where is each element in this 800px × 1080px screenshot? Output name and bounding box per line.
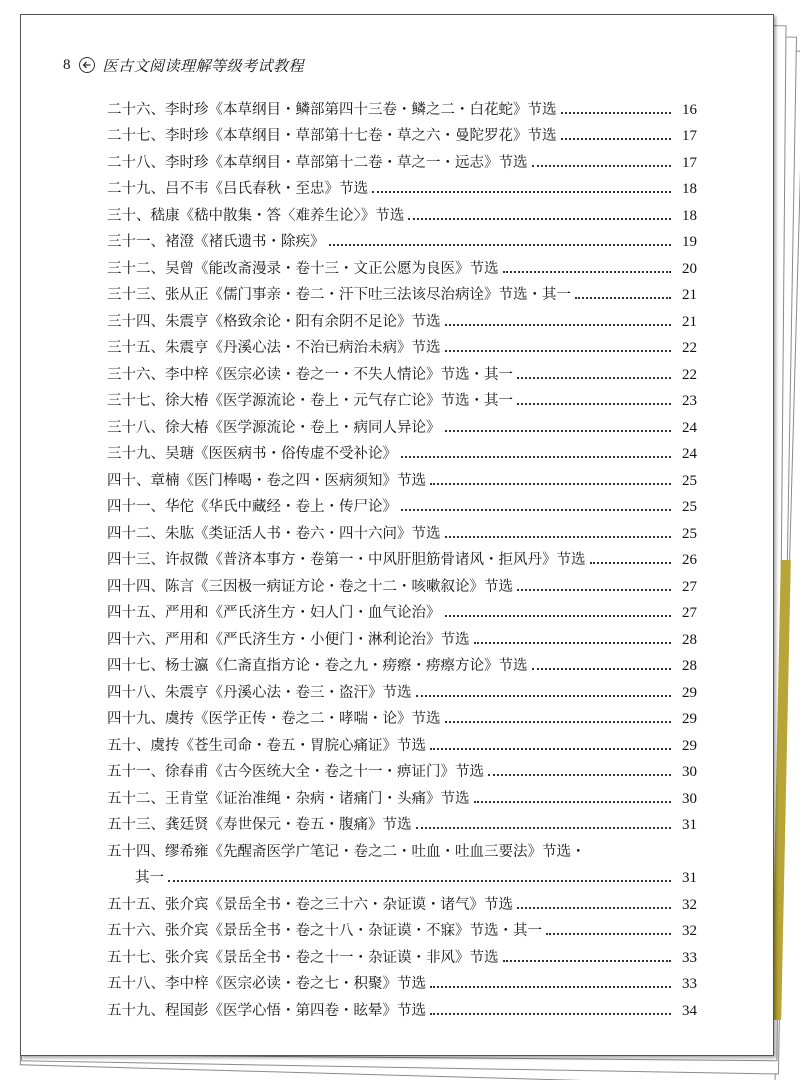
dot-leader (430, 748, 671, 750)
toc-entry-page: 29 (682, 684, 697, 701)
dot-leader (503, 960, 672, 962)
toc-entry[interactable] (107, 411, 697, 438)
toc-entry-page: 21 (682, 287, 697, 303)
toc-entry[interactable] (107, 146, 697, 173)
toc-entry-page: 16 (682, 101, 697, 118)
toc-entry[interactable] (107, 809, 697, 836)
toc-entry[interactable] (107, 305, 697, 332)
toc-entry-page: 22 (682, 366, 697, 383)
toc-entry[interactable] (107, 93, 697, 120)
toc-entry-title: 四十一、华佗《华氏中藏经・卷上・传尸论》 (107, 499, 397, 515)
dot-leader (445, 350, 672, 352)
toc-entry-page: 28 (682, 631, 697, 648)
toc-entry-page: 22 (682, 340, 697, 356)
toc-entry[interactable] (107, 173, 697, 200)
toc-entry[interactable] (107, 517, 697, 544)
dot-leader (503, 271, 672, 273)
toc-entry-page: 26 (682, 552, 697, 568)
toc-entry-title: 三十八、徐大椿《医学源流论・卷上・病同人异论》 (107, 419, 441, 436)
dot-leader (445, 536, 672, 538)
dot-leader (430, 483, 671, 485)
toc-entry-title: 五十八、李中梓《医宗必读・卷之七・积聚》节选 (107, 976, 426, 992)
toc-entry-title: 五十一、徐春甫《古今医统大全・卷之十一・痹证门》节选 (107, 764, 484, 780)
toc-entry-title: 五十二、王肯堂《证治准绳・杂病・诸痛门・头痛》节选 (107, 790, 470, 807)
dot-leader (561, 112, 672, 114)
dot-leader (445, 324, 672, 326)
toc-entry[interactable] (107, 438, 697, 465)
toc-entry-page: 29 (682, 737, 697, 754)
toc-entry-page: 33 (682, 949, 697, 966)
toc-entry-title: 二十七、李时珍《本草纲目・草部第十七卷・草之六・曼陀罗花》节选 (107, 128, 557, 144)
dot-leader (401, 509, 671, 511)
toc-entry-title: 三十二、吴曾《能改斋漫录・卷十三・文正公愿为良医》节选 (107, 260, 499, 277)
toc-entry-title: 三十九、吴瑭《医医病书・俗传虚不受补论》 (107, 446, 397, 462)
document-page (20, 14, 774, 1056)
toc-entry-title: 四十六、严用和《严氏济生方・小便门・淋利论治》节选 (107, 631, 470, 648)
toc-entry-page: 32 (682, 896, 697, 913)
dot-leader (168, 880, 671, 882)
toc-entry[interactable] (107, 676, 697, 703)
dot-leader (517, 907, 671, 909)
dot-leader (517, 403, 671, 405)
dot-leader (488, 774, 671, 776)
toc-entry-page: 23 (682, 393, 697, 409)
toc-entry-page: 17 (682, 128, 697, 144)
dot-leader (416, 827, 672, 829)
toc-entry-page: 29 (682, 711, 697, 727)
toc-entry[interactable] (107, 491, 697, 518)
dot-leader (430, 1013, 671, 1015)
back-arrow-icon[interactable] (79, 57, 95, 73)
toc-entry-page: 18 (682, 181, 697, 197)
toc-entry-title: 三十三、张从正《儒门事亲・卷二・汗下吐三法该尽治病诠》节选・其一 (107, 287, 571, 303)
toc-entry[interactable] (107, 464, 697, 491)
toc-entry[interactable] (107, 994, 697, 1021)
dot-leader (532, 165, 672, 167)
toc-entry[interactable] (107, 729, 697, 756)
dot-leader (546, 933, 671, 935)
toc-entry-title: 四十五、严用和《严氏济生方・妇人门・血气论治》 (107, 605, 441, 621)
toc-entry[interactable] (107, 332, 697, 359)
toc-entry[interactable] (107, 968, 697, 995)
toc-entry-title: 五十三、龚廷贤《寿世保元・卷五・腹痛》节选 (107, 817, 412, 833)
toc-entry[interactable] (107, 570, 697, 597)
toc-entry-title: 三十、嵇康《嵇中散集・答〈难养生论〉》节选 (107, 207, 405, 224)
dot-leader (401, 456, 671, 458)
toc-entry-page: 24 (682, 419, 697, 436)
toc-entry-page: 18 (682, 207, 697, 224)
toc-entry-page: 25 (682, 499, 697, 515)
toc-entry-page: 30 (682, 790, 697, 807)
toc-entry-page: 24 (682, 446, 697, 462)
toc-entry-title: 四十四、陈言《三因极一病证方论・卷之十二・咳嗽叙论》节选 (107, 578, 513, 595)
toc-entry[interactable] (107, 756, 697, 783)
dot-leader (329, 244, 672, 246)
dot-leader (474, 801, 672, 803)
toc-entry-title: 四十三、许叔微《普济本事方・卷第一・中风肝胆筋骨诸风・拒风丹》节选 (107, 552, 586, 568)
toc-entry-page: 27 (682, 605, 697, 621)
toc-entry-title: 五十七、张介宾《景岳全书・卷之十一・杂证谟・非风》节选 (107, 949, 499, 966)
dot-leader (445, 721, 672, 723)
dot-leader (575, 297, 671, 299)
toc-entry-page: 32 (682, 923, 697, 939)
toc-entry-title: 三十六、李中梓《医宗必读・卷之一・不失人情论》节选・其一 (107, 366, 513, 383)
page-number: 8 (63, 56, 71, 73)
toc-entry-title: 四十、章楠《医门棒喝・卷之四・医病须知》节选 (107, 472, 426, 489)
toc-entry[interactable] (107, 782, 697, 809)
toc-entry-title: 五十、虞抟《苍生司命・卷五・胃脘心痛证》节选 (107, 737, 426, 754)
dot-leader (561, 138, 672, 140)
toc-entry[interactable] (107, 862, 697, 889)
toc-entry-page: 19 (682, 234, 697, 250)
toc-entry-page: 27 (682, 578, 697, 595)
table-of-contents (107, 93, 697, 1021)
toc-entry-page: 28 (682, 658, 697, 674)
toc-entry-title: 二十九、吕不韦《吕氏春秋・至忠》节选 (107, 181, 368, 197)
toc-entry-title: 五十四、缪希雍《先醒斋医学广笔记・卷之二・吐血・吐血三要法》节选・ (107, 843, 586, 860)
toc-entry-title: 四十八、朱震亨《丹溪心法・卷三・盗汗》节选 (107, 684, 412, 701)
toc-entry[interactable] (107, 597, 697, 624)
dot-leader (474, 642, 672, 644)
toc-entry-title: 五十六、张介宾《景岳全书・卷之十八・杂证谟・不寐》节选・其一 (107, 923, 542, 939)
dot-leader (430, 986, 671, 988)
toc-entry[interactable] (107, 252, 697, 279)
toc-entry[interactable] (107, 199, 697, 226)
toc-entry[interactable] (107, 835, 697, 862)
dot-leader (408, 218, 671, 220)
toc-entry[interactable] (107, 941, 697, 968)
toc-entry[interactable] (107, 279, 697, 306)
toc-entry-title: 二十六、李时珍《本草纲目・鳞部第四十三卷・鳞之二・白花蛇》节选 (107, 101, 557, 118)
toc-entry-page: 20 (682, 260, 697, 277)
toc-entry-page: 21 (682, 313, 697, 330)
dot-leader (517, 589, 671, 591)
toc-entry[interactable] (107, 385, 697, 412)
toc-entry-page: 30 (682, 764, 697, 780)
toc-entry-title: 四十七、杨士瀛《仁斋直指方论・卷之九・痨瘵・痨瘵方论》节选 (107, 658, 528, 674)
toc-entry[interactable] (107, 358, 697, 385)
arrow-left-icon (82, 60, 92, 70)
toc-entry-page: 31 (682, 870, 697, 886)
toc-entry[interactable] (107, 120, 697, 147)
dot-leader (416, 695, 672, 697)
dot-leader (532, 668, 672, 670)
toc-entry[interactable] (107, 623, 697, 650)
toc-entry-title: 四十九、虞抟《医学正传・卷之二・哮喘・论》节选 (107, 711, 441, 727)
toc-entry[interactable] (107, 703, 697, 730)
toc-entry-title: 三十四、朱震亨《格致余论・阳有余阴不足论》节选 (107, 313, 441, 330)
dot-leader (590, 562, 672, 564)
toc-entry-page: 33 (682, 976, 697, 992)
dot-leader (445, 615, 672, 617)
toc-entry[interactable] (107, 888, 697, 915)
toc-entry-page: 31 (682, 817, 697, 833)
dot-leader (445, 430, 672, 432)
toc-entry-title: 三十七、徐大椿《医学源流论・卷上・元气存亡论》节选・其一 (107, 393, 513, 409)
toc-entry-title: 五十九、程国彭《医学心悟・第四卷・眩晕》节选 (107, 1002, 426, 1019)
toc-entry[interactable] (107, 915, 697, 942)
book-title: 医古文阅读理解等级考试教程 (102, 56, 305, 75)
toc-entry-page: 17 (682, 154, 697, 171)
toc-entry[interactable] (107, 544, 697, 571)
toc-entry-title: 五十五、张介宾《景岳全书・卷之三十六・杂证谟・诸气》节选 (107, 896, 513, 913)
dot-leader (372, 191, 671, 193)
toc-entry-title: 三十五、朱震亨《丹溪心法・不治已病治未病》节选 (107, 340, 441, 356)
toc-entry-title: 四十二、朱肱《类证活人书・卷六・四十六问》节选 (107, 525, 441, 542)
toc-entry-page: 25 (682, 472, 697, 489)
toc-entry-title: 其一 (135, 870, 164, 886)
toc-entry-title: 三十一、褚澄《褚氏遗书・除疾》 (107, 234, 325, 250)
toc-entry-page: 25 (682, 525, 697, 542)
toc-entry-title: 二十八、李时珍《本草纲目・草部第十二卷・草之一・远志》节选 (107, 154, 528, 171)
toc-entry[interactable] (107, 650, 697, 677)
dot-leader (517, 377, 671, 379)
page-header (63, 53, 304, 77)
toc-entry[interactable] (107, 226, 697, 253)
toc-entry-page: 34 (682, 1002, 697, 1019)
